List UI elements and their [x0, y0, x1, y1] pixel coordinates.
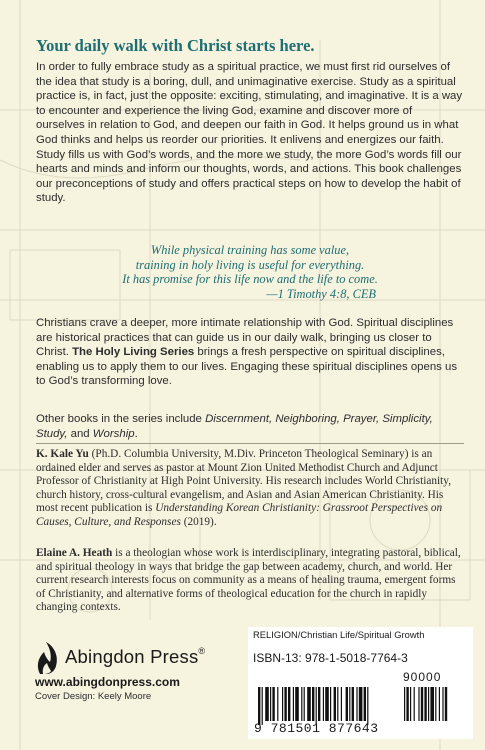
barcode-bar [323, 687, 324, 721]
barcode-bar [304, 687, 305, 721]
bio-text: (Ph.D. Columbia University, M.Div. Princeton Theological Seminary) is an ordained elder and serves as pastor at Mount Zion United Methodist Church and Adjunct Professor of Christianity at High Point University. His research includes World Christianity, church history, cross-cultural evangelism, and Asian and Asian American Christianity. His most recent publication is [36, 448, 452, 514]
author-bio-heath [36, 547, 466, 615]
barcode-bar [316, 687, 317, 725]
barcode-bar [337, 687, 338, 721]
bisac-category: RELIGION/Christian Life/Spiritual Growth [253, 629, 425, 640]
cover-design-credit: Cover Design: Keely Moore [35, 691, 152, 702]
bio-text: is a theologian whose work is interdisciplinary, integrating pastoral, biblical, and spiritual theology in ways that bridge the gap between academy, church, and world. Her current research interests focus on community as a means of healing trauma, emergent forms of Christianity, and alternative forms of theological education for the church in rapidly changing contexts. [36, 547, 461, 613]
author-bio-yu [36, 448, 466, 529]
quote-line: It has promise for this life now and the life to come. [122, 272, 378, 287]
barcode-addon-bar [410, 687, 411, 721]
barcode-addon-bar [424, 687, 426, 721]
barcode-bar [349, 687, 350, 721]
barcode-bar [288, 687, 290, 721]
quote-line: training in holy living is useful for everything. [135, 257, 365, 272]
barcode-bar [359, 687, 363, 721]
publisher-website: www.abingdonpress.com [35, 675, 180, 689]
other-books-text: and [67, 427, 93, 440]
barcode-addon-bar [404, 687, 405, 721]
abingdon-flame-icon [34, 640, 60, 676]
barcode-addon-bar [418, 687, 419, 721]
barcode-bar [307, 687, 311, 721]
quote-line: While physical training has some value, [150, 243, 350, 257]
description-paragraph: In order to fully embrace study as a spiritual practice, we must first rid ourselves of the idea that study is a boring, dull, and unimaginative exercise. Study as a spiritual practice is, in fact, just the opposite: exciting, stimulating, and imaginative. It is a way to encounter and experience the living God, examine and discover more of ourselves in relation to God, and deepen our faith in God. It helps ground us in what God thinks and helps us reorder our priorities. It enlivens and energizes our faith. Study fills us with God’s words, and the more we study, the more God’s words fill our hearts and minds and inform our thoughts, words, and actions. This book challenges our preconceptions of study and offers practical steps on how to develop the habit of study. [36, 61, 463, 205]
recent-publication: Understanding Korean Christianity: Grassroot Perspectives on Causes, Culture, and Responses [36, 502, 443, 528]
barcode-bar [346, 687, 348, 721]
barcode-bar [272, 687, 274, 721]
barcode-bar [330, 687, 331, 721]
price-code: 90000 [403, 670, 442, 684]
barcode-bar [334, 687, 336, 721]
barcode-bar [284, 687, 286, 721]
barcode-bar [265, 687, 269, 721]
publisher-name: Abingdon Press® [65, 646, 206, 667]
barcode-bar [312, 687, 314, 721]
book-title-last: Worship [92, 427, 135, 440]
barcode-bar [295, 687, 299, 721]
barcode-addon-bar [435, 687, 436, 721]
headline: Your daily walk with Christ starts here. [36, 36, 315, 55]
barcode-bar [258, 687, 260, 725]
section-divider [36, 443, 464, 444]
barcode-bar [367, 687, 368, 725]
barcode-addon-bar [414, 687, 415, 721]
series-text: brings a fresh perspective on spiritual disciplines, enabling us to apply them to our lives. Engaging these spiritual disciplines opens us to God’s transforming love. [36, 346, 458, 388]
book-titles: Discernment, Neighboring, Prayer, Simplicity, Study, [36, 413, 433, 440]
series-name: The Holy Living Series [72, 346, 195, 359]
barcode-digits: 9 781501 877643 [254, 721, 379, 736]
author-name: K. Kale Yu [36, 448, 89, 460]
barcode-bar [262, 687, 263, 725]
barcode-bar [356, 687, 357, 721]
barcode-bar [301, 687, 302, 721]
barcode-bar [270, 687, 271, 721]
author-name: Elaine A. Heath [36, 547, 113, 559]
barcode-bar [341, 687, 342, 721]
barcode-addon-bar [445, 687, 447, 721]
barcode-bar [277, 687, 278, 721]
quote-citation: —1 Timothy 4:8, CEB [266, 286, 376, 301]
barcode-addon-bar [439, 687, 440, 721]
barcode-addon-bar [421, 687, 423, 721]
barcode-addon-bar [442, 687, 443, 721]
bio-text: (2019). [180, 515, 217, 528]
barcode-addon-bar [406, 687, 408, 721]
other-books-text: Other books in the series include [36, 413, 206, 425]
series-text: Christians crave a deeper, more intimate relationship with God. Spiritual disciplines are historical practices that can guide us in our daily walk, bringing us closer to Christ. [36, 317, 454, 359]
barcode-bar [293, 687, 294, 721]
barcode-bar [318, 687, 320, 721]
barcode-bar [282, 687, 283, 721]
barcode-bar [352, 687, 354, 721]
scripture-quote [36, 243, 464, 301]
publisher-logo [34, 640, 224, 676]
barcode-bar [325, 687, 329, 721]
other-books-paragraph [36, 412, 464, 441]
isbn-number: ISBN-13: 978-1-5018-7764-3 [253, 651, 408, 665]
barcode-addon-bar [430, 687, 434, 721]
series-paragraph [36, 316, 464, 389]
barcode-addon-bar [428, 687, 429, 721]
barcode-bar [364, 687, 366, 721]
other-books-text: . [134, 427, 138, 440]
